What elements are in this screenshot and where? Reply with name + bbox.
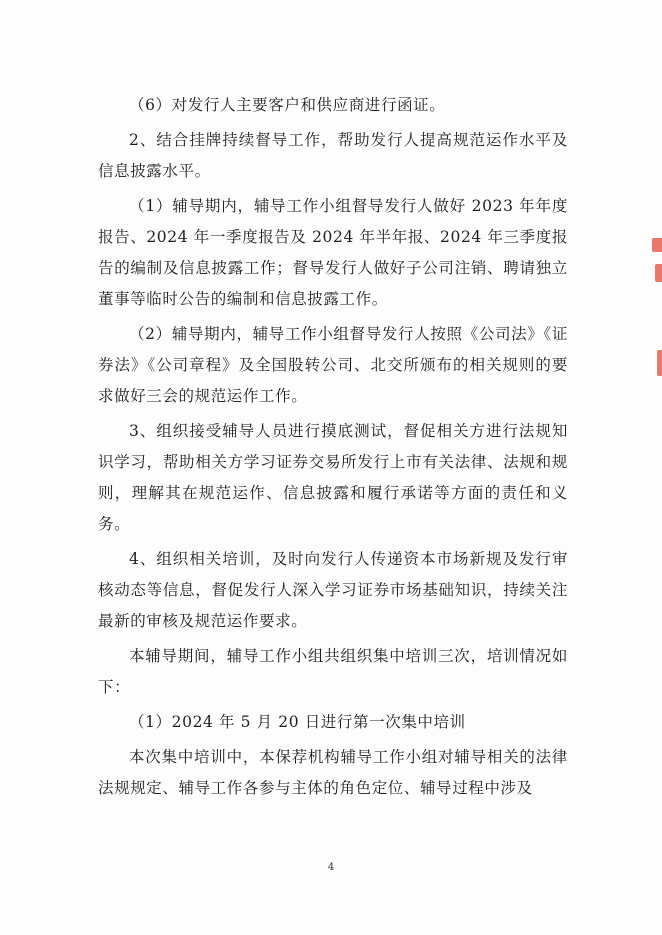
paragraph-7: 本辅导期间，辅导工作小组共组织集中培训三次，培训情况如下：: [98, 647, 568, 696]
page-number: 4: [327, 862, 335, 873]
seal-fragment-mark: [655, 264, 662, 282]
paragraph-5: 3、组织接受辅导人员进行摸底测试，督促相关方进行法规知识学习，帮助相关方学习证券交易所发行上市有关法律、法规和规则，理解其在规范运作、信息披露和履行承诺等方面的责任和义务。: [98, 422, 568, 533]
seal-fragment-mark: [657, 350, 662, 376]
document-body: [98, 90, 568, 808]
paragraph-6: 4、组织相关培训，及时向发行人传递资本市场新规及发行审核动态等信息，督促发行人深入学习证券市场基础知识，持续关注最新的审核及规范运作要求。: [98, 550, 568, 630]
paragraph-3: （1）辅导期内，辅导工作小组督导发行人做好 2023 年年度报告、2024 年一季度报告及 2024 年半年报、2024 年三季度报告的编制及信息披露工作；督导发行人做好子公司注销、聘请独立董事等临时公告的编制和信息披露工作。: [98, 197, 568, 308]
paragraph-4: （2）辅导期内，辅导工作小组督导发行人按照《公司法》《证券法》《公司章程》及全国股转公司、北交所颁布的相关规则的要求做好三会的规范运作工作。: [98, 325, 568, 405]
seal-fragment-mark: [652, 238, 662, 252]
paragraph-2: 2、结合挂牌持续督导工作，帮助发行人提高规范运作水平及信息披露水平。: [98, 131, 568, 180]
paragraph-8: （1）2024 年 5 月 20 日进行第一次集中培训: [129, 713, 466, 731]
paragraph-1: （6）对发行人主要客户和供应商进行函证。: [129, 96, 446, 114]
paragraph-9: 本次集中培训中，本保荐机构辅导工作小组对辅导相关的法律法规规定、辅导工作各参与主体的角色定位、辅导过程中涉及: [98, 748, 568, 797]
